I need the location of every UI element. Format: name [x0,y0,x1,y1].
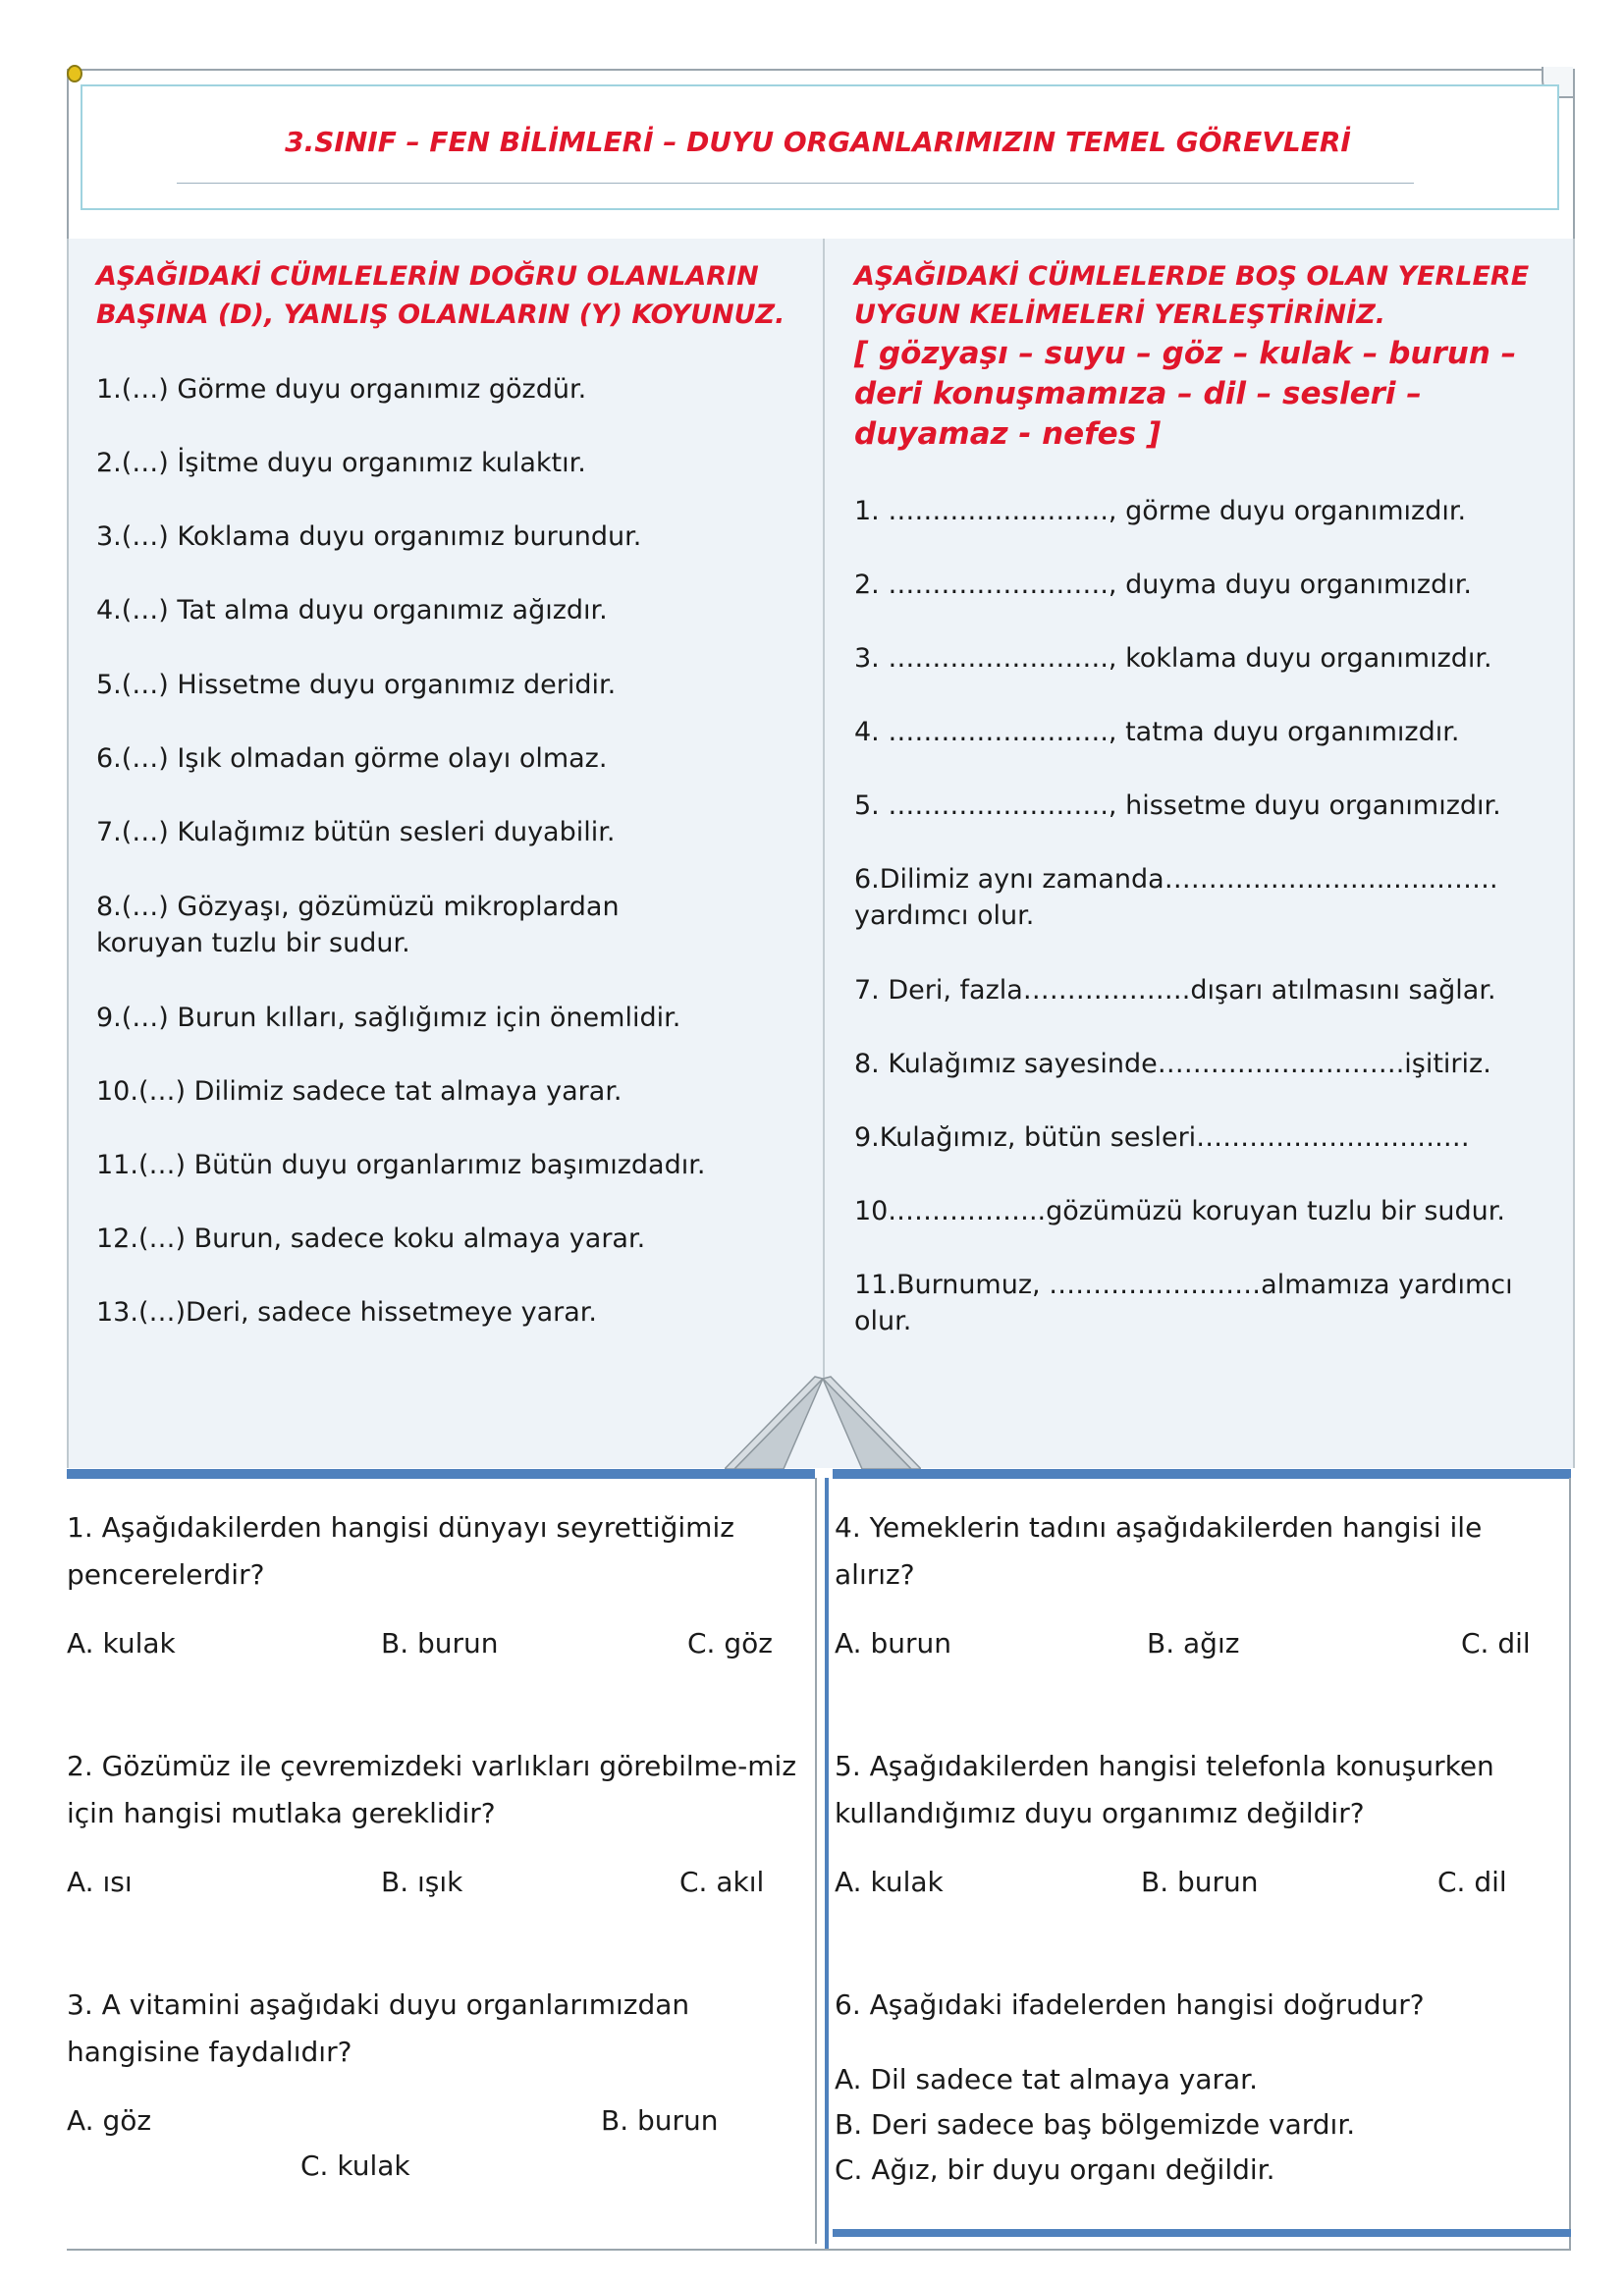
tf-item: 1.(…) Görme duyu organımız gözdür. [96,374,587,405]
option-b[interactable]: B. burun [1141,1866,1259,1898]
page-bottom-line [67,2249,1571,2251]
option-a[interactable]: A. Dil sadece tat almaya yarar. [835,2063,1259,2095]
option-b[interactable]: B. burun [601,2104,719,2137]
tf-item: 5.(…) Hissetme duyu organımız deridir. [96,670,617,700]
tf-item: 10.(…) Dilimiz sadece tat almaya yarar. [96,1076,623,1107]
question-6: 6. Aşağıdaki ifadelerden hangisi doğrudur? [835,1988,1425,2021]
tf-item: 8.(…) Gözyaşı, gözümüzü mikroplardan koruyan tuzlu bir sudur. [96,892,620,958]
option-b[interactable]: B. Deri sadece baş bölgemizde vardır. [835,2108,1356,2141]
fill-blanks-instruction: AŞAĞIDAKİ CÜMLELERDE BOŞ OLAN YERLERE UYGUN KELİMELERİ YERLEŞTİRİNİZ. [854,261,1530,330]
tf-item: 9.(…) Burun kılları, sağlığımız için önemlidir. [96,1003,681,1033]
option-b[interactable]: B. burun [381,1627,499,1659]
option-a[interactable]: A. kulak [67,1627,176,1659]
panel-divider [823,239,825,1378]
blank-item: 1. ……………………., görme duyu organımızdır. [854,496,1467,526]
blank-item: 6.Dilimiz aynı zamanda……………………..…..……. yardımcı olur. [854,864,1498,931]
option-c[interactable]: C. kulak [300,2149,410,2182]
option-b[interactable]: B. ağız [1147,1627,1240,1659]
question-2: 2. Gözümüz ile çevremizdeki varlıkları görebilme-miz için hangisi mutlaka gereklidir? [67,1750,797,1829]
blank-item: 8. Kulağımız sayesinde……………………….işitiriz. [854,1049,1491,1079]
blank-item: 11.Burnumuz, ……………………almamıza yardımcı olur. [854,1270,1513,1336]
tf-item: 7.(…) Kulağımız bütün sesleri duyabilir. [96,817,616,847]
test-column-divider [825,1478,829,2250]
test-divider-shadow [815,1478,817,2244]
option-c[interactable]: C. dil [1437,1866,1507,1898]
tf-item: 12.(…) Burun, sadece koku almaya yarar. [96,1224,646,1254]
blank-item: 7. Deri, fazla……………….dışarı atılmasını sağlar. [854,975,1496,1006]
test-top-bar-left [67,1469,815,1479]
test-top-bar-right [833,1469,1571,1479]
question-4: 4. Yemeklerin tadını aşağıdakilerden hangisi ile alırız? [835,1511,1483,1591]
option-c[interactable]: C. Ağız, bir duyu organı değildir. [835,2153,1275,2186]
option-c[interactable]: C. göz [687,1627,773,1659]
tf-item: 3.(…) Koklama duyu organımız burundur. [96,521,642,552]
tf-item: 6.(…) Işık olmadan görme olayı olmaz. [96,743,608,774]
option-a[interactable]: A. burun [835,1627,951,1659]
option-a[interactable]: A. ısı [67,1866,133,1898]
tf-item: 2.(…) İşitme duyu organımız kulaktır. [96,448,586,478]
tf-item: 13.(…)Deri, sadece hissetmeye yarar. [96,1297,597,1328]
option-a[interactable]: A. göz [67,2104,152,2137]
test-bottom-bar-right [833,2229,1571,2237]
blank-item: 10.……………..gözümüzü koruyan tuzlu bir sudur. [854,1196,1505,1226]
fill-blanks-section [854,257,1567,455]
tf-item: 11.(…) Bütün duyu organlarımız başımızdadır. [96,1150,706,1180]
true-false-instruction: AŞAĞIDAKİ CÜMLELERİN DOĞRU OLANLARIN BAŞINA (D), YANLIŞ OLANLARIN (Y) KOYUNUZ. [96,261,785,330]
pin-icon [67,65,82,82]
title-underline [177,183,1414,184]
tf-item: 4.(…) Tat alma duyu organımız ağızdır. [96,595,608,626]
question-1: 1. Aşağıdakilerden hangisi dünyayı seyrettiğimiz pencerelerdir? [67,1511,734,1591]
option-c[interactable]: C. akıl [679,1866,765,1898]
blank-item: 5. ……………………., hissetme duyu organımızdır. [854,790,1501,821]
blank-item: 3. ……………………., koklama duyu organımızdır. [854,643,1492,674]
option-a[interactable]: A. kulak [835,1866,944,1898]
true-false-section [96,257,803,334]
option-b[interactable]: B. ışık [381,1866,463,1898]
down-arrow-decoration [725,1375,921,1473]
option-c[interactable]: C. dil [1461,1627,1531,1659]
question-5: 5. Aşağıdakilerden hangisi telefonla konuşurken kullandığımız duyu organımız değildir? [835,1750,1494,1829]
blank-item: 4. ……………………., tatma duyu organımızdır. [854,717,1460,747]
blank-item: 2. ……………………., duyma duyu organımızdır. [854,570,1472,600]
blank-item: 9.Kulağımız, bütün sesleri……………………….… [854,1122,1470,1153]
page-title: 3.SINIF – FEN BİLİMLERİ – DUYU ORGANLARIMIZIN TEMEL GÖREVLERİ [285,126,1351,158]
word-bank: [ gözyaşı – suyu – göz – kulak – burun – deri konuşmamıza – dil – sesleri – duyamaz - nefes ] [854,336,1517,452]
test-right-border [1569,1478,1571,2249]
question-3: 3. A vitamini aşağıdaki duyu organlarımızdan hangisine faydalıdır? [67,1988,690,2068]
